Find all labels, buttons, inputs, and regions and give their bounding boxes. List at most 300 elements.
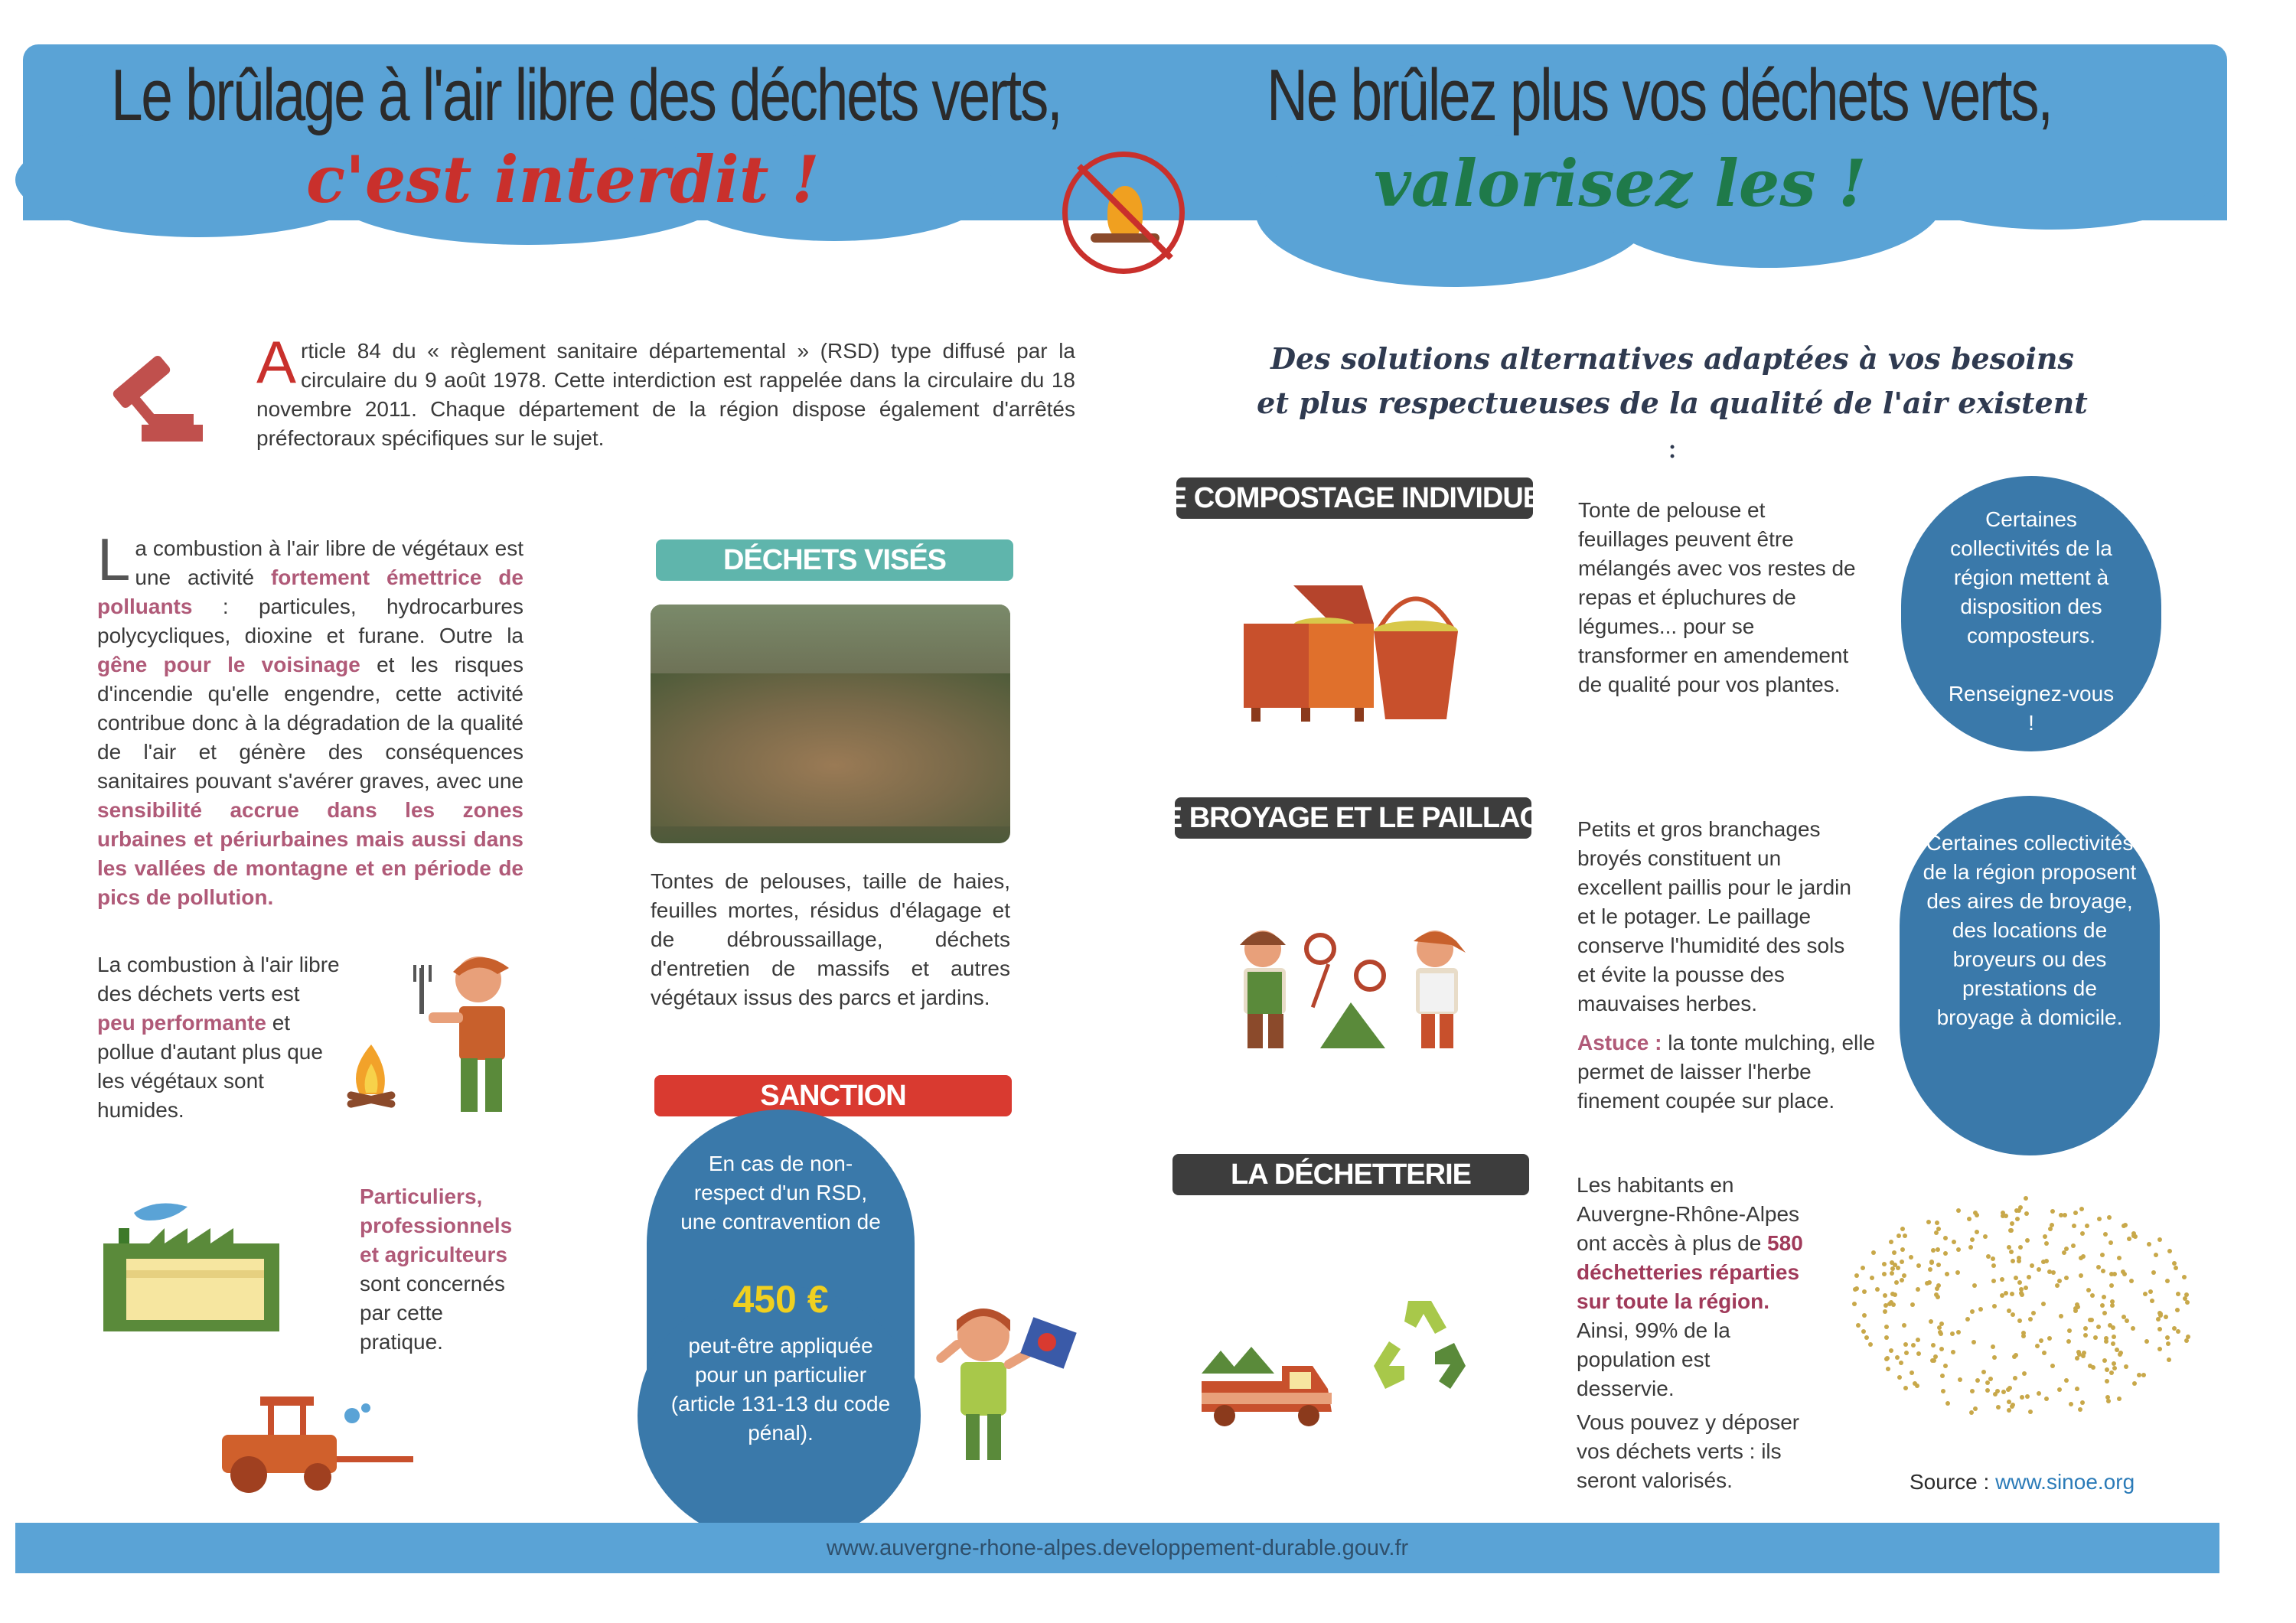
map-dot [1885,1356,1890,1361]
map-dot [2047,1336,2052,1341]
solutions-intro [1255,337,2089,470]
map-dot [1883,1309,1887,1314]
map-dot [1973,1406,1978,1411]
dechets-text: Tontes de pelouses, taille de haies, feuilles mortes, résidus d'élagage et de débroussaillage, déchets d'entretien de massifs et autres végétaux issus des parcs et jardins. [651,869,1010,1009]
map-dot [2103,1232,2108,1237]
gardeners-icon [1213,918,1496,1056]
map-dot [2020,1395,2024,1400]
map-dot [1971,1340,1976,1344]
dechetterie-highlight: 580 déchetteries réparties sur toute la région. [1577,1231,1803,1313]
map-dot [2027,1275,2031,1279]
map-dot [1975,1213,1979,1217]
map-dot [2143,1292,2148,1296]
map-dot [1969,1410,1974,1415]
map-dot [1975,1378,1980,1383]
map-dot [1884,1335,1889,1340]
map-dot [2064,1247,2069,1251]
map-dot [2105,1395,2110,1400]
map-dot [1926,1220,1931,1224]
map-dot [1856,1323,1861,1328]
compost-bubble-text-1: Certaines collectivités de la région mettent à disposition des composteurs. [1950,507,2112,647]
map-dot [1889,1348,1893,1353]
map-dot [2010,1292,2014,1296]
map-dot [2167,1249,2172,1253]
map-dot [1899,1361,1903,1365]
map-dot [2043,1234,2047,1239]
map-dot [2080,1400,2085,1405]
map-dot [2133,1234,2138,1239]
map-dot [2102,1358,2107,1363]
map-dot [2079,1273,2083,1278]
map-dot [1991,1279,1996,1283]
gavel-icon [96,341,210,448]
map-dot [1939,1347,1944,1351]
combustion-dropcap: L [97,526,131,593]
map-dot [2030,1263,2034,1268]
solutions-intro-italic: Des solutions alternatives adaptées à vos besoins et plus respectueuses de la qualité de l'air existent [1257,341,2088,420]
law-dropcap: A [256,328,297,396]
concerned-paragraph [360,1182,528,1357]
map-dot [2081,1254,2086,1259]
map-dot [2083,1333,2088,1338]
map-dot [2157,1327,2162,1331]
map-dot [2073,1211,2078,1215]
map-dot [2014,1276,2018,1280]
map-dot [1978,1307,1983,1312]
map-dot [2001,1211,2005,1215]
map-dot [2132,1381,2137,1386]
map-dot [1931,1248,1936,1253]
map-dot [2112,1335,2116,1339]
map-dot [2097,1217,2102,1221]
map-dot [2147,1242,2151,1247]
map-dot [2166,1341,2170,1346]
map-dot [2109,1370,2114,1375]
map-dot [2057,1279,2062,1283]
map-dot [1972,1283,1977,1288]
map-dot [2064,1276,2069,1280]
map-dot [2151,1270,2156,1275]
map-dot [1936,1247,1940,1252]
map-dot [2042,1351,2047,1355]
map-dot [1929,1319,1933,1324]
map-dot [1894,1280,1899,1285]
map-dot [2073,1306,2078,1311]
map-dot [1939,1322,1944,1326]
map-dot [2047,1269,2052,1274]
map-dot [2066,1339,2071,1344]
map-dot [1991,1256,1995,1261]
map-dot [2109,1272,2114,1276]
compost-bubble-text-2: Renseignez-vous ! [1948,682,2115,735]
map-dot [1968,1245,1973,1250]
map-dot [2150,1299,2154,1303]
map-dot [1854,1273,1859,1278]
map-dot [2011,1259,2015,1263]
astuce-text: la tonte mulching, elle permet de laisser l'herbe finement coupée sur place. [1577,1031,1876,1113]
sanction-amount: 450 € [732,1278,829,1321]
farmer-icon [406,945,543,1129]
map-dot [1928,1267,1932,1272]
tractor-icon [214,1389,413,1496]
map-dot [2059,1314,2063,1318]
map-dot [2110,1299,2115,1304]
map-dot [2091,1365,2095,1370]
map-dot [1935,1221,1939,1225]
map-dot [1864,1335,1869,1340]
map-dot [1900,1247,1905,1252]
map-dot [2106,1399,2111,1403]
factory-icon [103,1198,287,1335]
map-dot [2111,1341,2115,1346]
map-dot [1945,1272,1949,1276]
map-dot [2011,1312,2015,1317]
map-dot [1943,1236,1948,1240]
map-dot [2055,1283,2060,1288]
map-dot [2085,1224,2089,1228]
map-dot [1903,1386,1908,1390]
map-dot [2127,1237,2131,1241]
map-dot [2080,1231,2085,1236]
bucket-icon [1366,582,1466,723]
map-dot [2022,1371,2027,1376]
map-dot [2141,1373,2146,1377]
no-fire-icon [1062,152,1185,274]
map-dot [1929,1260,1934,1265]
map-dot [2044,1241,2049,1246]
map-dot [1931,1343,1936,1348]
map-dot [1882,1272,1887,1276]
map-dot [1910,1302,1915,1307]
map-dot [2172,1261,2177,1266]
map-dot [1861,1329,1866,1334]
performance-text-1: La combustion à l'air libre des déchets verts est [97,953,340,1005]
map-dot [2010,1221,2014,1226]
map-dot [2122,1272,2127,1276]
map-dot [1991,1344,1995,1349]
sanction-text-1: En cas de non-respect d'un RSD, une contravention de [680,1152,881,1234]
map-dot [1910,1370,1914,1375]
map-dot [2024,1211,2029,1216]
map-dot [1897,1375,1902,1380]
map-dot [1943,1364,1948,1368]
footer-bar [15,1523,2219,1573]
combustion-text-2: : particules, hydrocarbures polycycliques, dioxine et furane. Outre la [97,595,523,647]
map-dot [1875,1287,1880,1292]
map-dot [2167,1357,2171,1362]
map-dot [1870,1276,1874,1280]
map-dot [2072,1224,2076,1228]
map-dot [2025,1238,2030,1243]
map-dot [2154,1253,2158,1257]
map-dot [2024,1286,2028,1290]
map-dot [1909,1255,1913,1260]
map-dot [1940,1374,1945,1378]
map-dot [2010,1404,2014,1409]
map-dot [2165,1335,2170,1340]
map-dot [1967,1217,1971,1221]
performance-text-2: et pollue d'autant plus que les végétaux sont humides. [97,1011,323,1122]
map-dot [1935,1286,1939,1291]
dechetterie-label: LA DÉCHETTERIE [1172,1154,1529,1195]
garden-waste-photo [651,605,1010,843]
map-dot [1895,1355,1900,1360]
map-dot [2083,1326,2088,1331]
map-dot [1975,1230,1979,1234]
map-dot [2015,1217,2020,1221]
broyage-label: LE BROYAGE ET LE PAILLAGE [1175,797,1531,839]
map-dot [1916,1351,1921,1356]
map-dot [2165,1279,2170,1283]
map-dot [1934,1230,1939,1235]
dechetterie-text-2: Ainsi, 99% de la population est desservie. [1577,1318,1730,1400]
map-dot [2183,1296,2187,1301]
map-dot [2176,1292,2180,1296]
map-dot [2028,1317,2033,1322]
compost-label: LE COMPOSTAGE INDIVIDUEL [1176,477,1533,519]
combustion-highlight-2: gêne pour le voisinage [97,653,360,676]
map-dot [2102,1295,2106,1299]
map-dot [1853,1287,1857,1292]
map-dot [2090,1293,2095,1298]
map-dot [2101,1269,2105,1273]
map-dot [1992,1304,1997,1309]
combustion-highlight-1: fortement émettrice de polluants [97,565,523,618]
map-dot [2176,1329,2180,1334]
map-dot [2125,1318,2129,1323]
map-dot [1958,1377,1962,1382]
map-dot [2031,1311,2036,1315]
map-dot [1890,1260,1894,1265]
map-dot [1995,1389,2000,1393]
map-dot [2057,1387,2062,1392]
map-dot [1936,1295,1940,1299]
map-dot [2144,1339,2149,1344]
astuce-label: Astuce : [1577,1031,1662,1054]
map-dot [2104,1339,2108,1344]
map-dot [1983,1234,1988,1239]
map-dot [2100,1253,2105,1257]
map-dot [2110,1303,2115,1308]
map-dot [2118,1352,2122,1357]
truck-icon [1198,1335,1351,1435]
dechetterie-text [1577,1171,1810,1403]
map-dot [2148,1289,2153,1294]
map-dot [2037,1391,2041,1396]
source-label: Source : [1910,1470,1996,1494]
map-dot [2182,1275,2187,1279]
map-dot [1900,1260,1904,1264]
map-dot [2086,1288,2091,1292]
map-dot [2017,1259,2021,1263]
concerned-text: sont concernés par cette pratique. [360,1272,505,1354]
law-paragraph [256,328,1075,453]
combustion-text-3: et les risques d'incendie qu'elle engendre, cette activité contribue donc à la dégradation de la qualité de l'air et génère des conséquences sanitaires pouvant s'avérer graves, avec une [97,653,523,793]
map-dot [2117,1396,2122,1401]
header-right-subtitle: valorisez les ! [1374,145,1867,221]
map-dot [1900,1227,1905,1231]
map-dot [2048,1227,2053,1231]
map-dot [2001,1390,2006,1394]
compost-text: Tonte de pelouse et feuillages peuvent être mélangés avec vos restes de repas et épluchures de légumes... pour se transformer en amendement de qualité pour vos plantes. [1578,498,1856,696]
map-dot [1900,1278,1904,1282]
map-dot [2000,1277,2004,1282]
map-dot [2075,1387,2079,1391]
map-dot [1884,1325,1889,1329]
map-dot [2096,1265,2101,1269]
map-dot [2077,1352,2082,1357]
map-dot [1970,1309,1975,1314]
map-dot [1951,1350,1955,1354]
map-dot [1903,1342,1908,1347]
map-dot [2093,1335,2098,1340]
map-dot [2174,1266,2178,1270]
map-dot [2020,1292,2024,1297]
map-dot [1950,1331,1955,1336]
map-dot [2079,1207,2084,1211]
map-dot [2100,1303,2105,1308]
performance-paragraph [97,950,342,1125]
map-dot [2039,1338,2043,1343]
map-dot [1943,1251,1948,1256]
map-dot [1956,1247,1961,1252]
map-dot [2035,1344,2040,1348]
map-dot [2108,1240,2113,1245]
map-dot [1996,1405,2001,1410]
map-dot [2111,1325,2115,1330]
map-dot [2050,1364,2055,1368]
map-dot [1916,1287,1920,1292]
map-dot [1916,1263,1921,1268]
map-dot [1892,1250,1896,1255]
map-dot [2024,1196,2028,1201]
map-dot [1970,1237,1975,1242]
map-dot [1936,1227,1941,1231]
broyage-bubble-text: Certaines collectivités de la région proposent des aires de broyage, des locations de broyeurs ou des prestations de broyage à domicile. [1923,831,2137,1029]
map-dot [1992,1355,1997,1360]
map-dot [2028,1410,2033,1414]
map-dot [1862,1289,1867,1294]
combustion-highlight-3: sensibilité accrue dans les zones urbaines et périurbaines mais aussi dans les vallées de montagne et en période de pics de pollution. [97,798,523,909]
map-dot [2131,1326,2135,1331]
map-dot [1902,1323,1906,1328]
map-dot [1956,1330,1961,1335]
map-dot [2050,1209,2055,1214]
map-dot [2017,1318,2022,1323]
map-dot [1871,1250,1876,1255]
map-dot [2007,1386,2012,1390]
map-dot [1933,1354,1938,1359]
map-dot [2017,1280,2022,1285]
map-dot [1986,1254,1991,1259]
map-dot [1889,1240,1893,1244]
performance-highlight: peu performante [97,1011,266,1035]
map-dot [1904,1351,1909,1355]
map-dot [2105,1379,2109,1383]
map-dot [2078,1407,2082,1412]
angry-person-icon [926,1293,1087,1469]
concerned-highlight: Particuliers, professionnels et agriculteurs [360,1185,513,1266]
map-dot [1896,1266,1900,1270]
map-dot [1883,1293,1887,1298]
map-dot [2044,1396,2049,1401]
sanction-text-2: peut-être appliquée pour un particulier (article 131-13 du code pénal). [670,1334,891,1445]
header-left-subtitle: c'est interdit ! [306,142,820,217]
map-dot [2014,1353,2018,1357]
map-dot [2081,1354,2086,1358]
map-dot [1955,1270,1960,1275]
map-dot [1911,1343,1916,1348]
map-dot [2129,1279,2134,1283]
map-dot [2112,1361,2116,1366]
dechets-label: DÉCHETS VISÉS [656,539,1013,581]
map-dot [2004,1291,2008,1295]
recycle-icon [1362,1289,1477,1404]
map-dot [1916,1338,1920,1342]
map-dot [1952,1240,1956,1244]
map-dot [2137,1373,2141,1377]
map-dot [2018,1245,2023,1250]
map-dot [2009,1250,2014,1254]
map-dot [2007,1245,2011,1250]
map-dot [1945,1401,1950,1406]
broyage-astuce [1577,1028,1876,1116]
broyage-text: Petits et gros branchages broyés constituent un excellent paillis pour le jardin et le potager. Le paillage conserve l'humidité des sols et évite la pousse des mauvaises herbes. [1577,817,1851,1015]
map-dot [1891,1302,1896,1307]
map-dot [2164,1315,2168,1319]
map-dot [1956,1208,1961,1213]
dechetterie-text-3: Vous pouvez y déposer vos déchets verts : ils seront valorisés. [1577,1410,1800,1492]
sanction-label: SANCTION [654,1075,1012,1116]
map-dot [1991,1263,1996,1268]
header-left-title: Le brûlage à l'air libre des déchets verts, [111,54,1062,136]
map-dot [2102,1311,2107,1315]
map-dot [1981,1370,1986,1374]
map-dot [1985,1388,1990,1393]
map-dot [2064,1378,2069,1383]
map-dot [2071,1243,2076,1248]
footer-url[interactable]: www.auvergne-rhone-alpes.developpement-durable.gouv.fr [826,1535,1409,1560]
source-link[interactable]: www.sinoe.org [1995,1470,2135,1494]
map-dot [2025,1394,2030,1399]
map-dot [2184,1338,2189,1343]
map-dot [1965,1317,1970,1322]
law-text: rticle 84 du « règlement sanitaire départemental » (RSD) type diffusé par la circulaire du 9 août 1978. Cette interdiction est rappelée dans la circulaire du 18 novembre 2011. Chaque département de la région dispose également d'arrêtés préfectoraux spécifiques sur le sujet. [256,339,1075,450]
map-dot [2007,1408,2011,1413]
map-dot [1941,1389,1945,1393]
map-dot [2157,1347,2162,1351]
map-dot [1886,1367,1890,1371]
map-dot [2117,1256,2122,1260]
map-dot [2158,1313,2163,1318]
dechetterie-text-1: Les habitants en Auvergne-Rhône-Alpes ont accès à plus de [1577,1173,1800,1255]
map-dot [2157,1237,2162,1242]
header-right-title: Ne brûlez plus vos déchets verts, [1267,54,2052,136]
map-dot [2000,1293,2004,1298]
fire-icon [341,1041,402,1113]
map-dot [2123,1223,2128,1227]
combustion-text-1: a combustion à l'air libre de végétaux est une activité [135,536,523,589]
map-dot [2109,1283,2114,1288]
map-dot [2124,1364,2128,1369]
map-dot [2107,1215,2112,1220]
map-dot [1861,1266,1865,1270]
map-dot [1927,1280,1932,1285]
map-dot [2041,1302,2046,1306]
map-dot [2009,1228,2014,1233]
map-dot [2044,1259,2049,1263]
combustion-paragraph [97,526,523,912]
